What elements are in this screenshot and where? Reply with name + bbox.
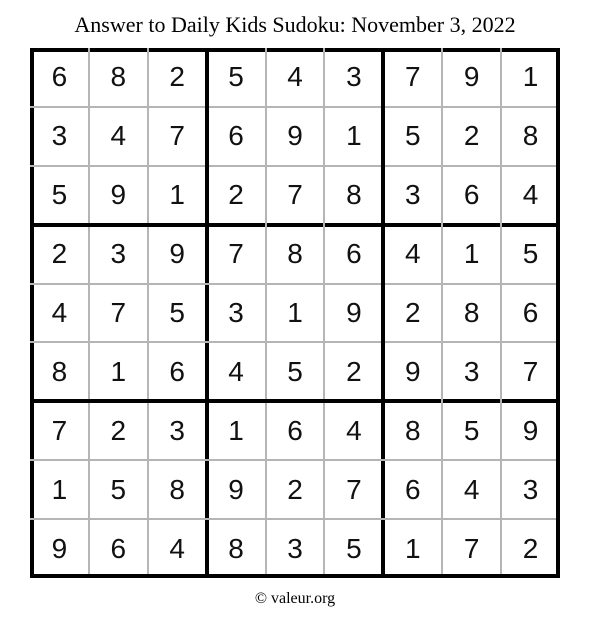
cell-border-vertical bbox=[500, 48, 502, 578]
sudoku-cell-r4-c8: 1 bbox=[463, 238, 480, 270]
sudoku-cell-r5-c8: 8 bbox=[463, 296, 480, 328]
cell-border-horizontal bbox=[30, 459, 560, 461]
sudoku-cell-r1-c8: 9 bbox=[463, 61, 480, 93]
sudoku-cell-r5-c3: 5 bbox=[169, 296, 185, 328]
sudoku-cell-r8-c2: 5 bbox=[110, 473, 127, 505]
sudoku-cell-r4-c5: 8 bbox=[287, 238, 303, 270]
sudoku-cell-r8-c6: 7 bbox=[346, 473, 362, 505]
cell-border-vertical bbox=[265, 48, 267, 578]
sudoku-cell-r7-c1: 7 bbox=[51, 414, 68, 446]
sudoku-cell-r2-c5: 9 bbox=[287, 120, 303, 152]
sudoku-cell-r9-c5: 3 bbox=[287, 532, 303, 564]
cell-border-horizontal bbox=[30, 283, 560, 285]
sudoku-cell-r9-c3: 4 bbox=[169, 532, 185, 564]
sudoku-cell-r2-c1: 3 bbox=[51, 120, 68, 152]
sudoku-cell-r6-c7: 9 bbox=[404, 355, 421, 387]
sudoku-cell-r6-c1: 8 bbox=[51, 355, 68, 387]
sudoku-cell-r7-c7: 8 bbox=[404, 414, 421, 446]
sudoku-cell-r4-c4: 7 bbox=[228, 238, 244, 270]
sudoku-cell-r4-c3: 9 bbox=[169, 238, 185, 270]
sudoku-cell-r8-c5: 2 bbox=[287, 473, 303, 505]
sudoku-cell-r8-c7: 6 bbox=[404, 473, 421, 505]
sudoku-cell-r9-c4: 8 bbox=[228, 532, 244, 564]
box-border-horizontal bbox=[30, 223, 560, 227]
sudoku-cell-r9-c8: 7 bbox=[463, 532, 480, 564]
sudoku-cell-r4-c7: 4 bbox=[404, 238, 421, 270]
sudoku-cell-r7-c6: 4 bbox=[346, 414, 362, 446]
sudoku-board bbox=[30, 48, 560, 578]
sudoku-cell-r2-c3: 7 bbox=[169, 120, 185, 152]
cell-border-horizontal bbox=[30, 518, 560, 520]
sudoku-cell-r7-c5: 6 bbox=[287, 414, 303, 446]
sudoku-cell-r9-c2: 6 bbox=[110, 532, 127, 564]
sudoku-cell-r9-c9: 2 bbox=[522, 532, 539, 564]
sudoku-cell-r3-c7: 3 bbox=[404, 179, 421, 211]
box-border-horizontal bbox=[30, 48, 560, 52]
sudoku-cell-r2-c4: 6 bbox=[228, 120, 244, 152]
sudoku-cell-r8-c9: 3 bbox=[522, 473, 539, 505]
sudoku-cell-r8-c8: 4 bbox=[463, 473, 480, 505]
sudoku-cell-r4-c1: 2 bbox=[51, 238, 68, 270]
sudoku-cell-r8-c1: 1 bbox=[51, 473, 68, 505]
sudoku-cell-r3-c9: 4 bbox=[522, 179, 539, 211]
sudoku-cell-r1-c2: 8 bbox=[110, 61, 127, 93]
sudoku-cell-r6-c2: 1 bbox=[110, 355, 127, 387]
cell-border-vertical bbox=[147, 48, 149, 578]
sudoku-cell-r7-c8: 5 bbox=[463, 414, 480, 446]
sudoku-cell-r7-c4: 1 bbox=[228, 414, 244, 446]
sudoku-cell-r6-c3: 6 bbox=[169, 355, 185, 387]
page-title: Answer to Daily Kids Sudoku: November 3, 2022 bbox=[74, 12, 516, 37]
sudoku-cell-r6-c5: 5 bbox=[287, 355, 303, 387]
sudoku-cell-r5-c4: 3 bbox=[228, 296, 244, 328]
sudoku-cell-r7-c2: 2 bbox=[110, 414, 127, 446]
sudoku-cell-r4-c6: 6 bbox=[346, 238, 362, 270]
sudoku-cell-r7-c9: 9 bbox=[522, 414, 539, 446]
sudoku-cell-r5-c1: 4 bbox=[51, 296, 68, 328]
sudoku-cell-r1-c7: 7 bbox=[404, 61, 421, 93]
box-border-horizontal bbox=[30, 574, 560, 578]
sudoku-cell-r8-c3: 8 bbox=[169, 473, 185, 505]
cell-border-horizontal bbox=[30, 106, 560, 108]
copyright-footer: © valeur.org bbox=[254, 590, 336, 607]
sudoku-cell-r5-c7: 2 bbox=[404, 296, 421, 328]
sudoku-cell-r9-c7: 1 bbox=[404, 532, 421, 564]
sudoku-cell-r7-c3: 3 bbox=[169, 414, 185, 446]
sudoku-cell-r3-c6: 8 bbox=[346, 179, 362, 211]
sudoku-cell-r9-c1: 9 bbox=[51, 532, 68, 564]
sudoku-cell-r8-c4: 9 bbox=[228, 473, 244, 505]
box-border-horizontal bbox=[30, 399, 560, 403]
sudoku-cell-r4-c9: 5 bbox=[522, 238, 539, 270]
box-border-vertical bbox=[205, 48, 209, 578]
sudoku-cell-r3-c2: 9 bbox=[110, 179, 127, 211]
cell-border-horizontal bbox=[30, 165, 560, 167]
sudoku-cell-r9-c6: 5 bbox=[346, 532, 362, 564]
box-border-vertical bbox=[556, 48, 560, 578]
sudoku-cell-r6-c4: 4 bbox=[228, 355, 244, 387]
cell-border-vertical bbox=[88, 48, 90, 578]
cell-border-vertical bbox=[441, 48, 443, 578]
sudoku-cell-r1-c4: 5 bbox=[228, 61, 244, 93]
sudoku-cell-r1-c6: 3 bbox=[346, 61, 362, 93]
sudoku-cell-r3-c4: 2 bbox=[228, 179, 244, 211]
box-border-vertical bbox=[381, 48, 385, 578]
sudoku-cell-r1-c9: 1 bbox=[522, 61, 539, 93]
sudoku-cell-r3-c5: 7 bbox=[287, 179, 303, 211]
sudoku-cell-r3-c8: 6 bbox=[463, 179, 480, 211]
sudoku-cell-r3-c1: 5 bbox=[51, 179, 68, 211]
sudoku-cell-r2-c2: 4 bbox=[110, 120, 127, 152]
sudoku-cell-r6-c6: 2 bbox=[346, 355, 362, 387]
sudoku-cell-r5-c6: 9 bbox=[346, 296, 362, 328]
sudoku-cell-r2-c8: 2 bbox=[463, 120, 480, 152]
box-border-vertical bbox=[30, 48, 34, 578]
sudoku-cell-r2-c9: 8 bbox=[522, 120, 539, 152]
cell-border-vertical bbox=[323, 48, 325, 578]
sudoku-cell-r1-c5: 4 bbox=[287, 61, 303, 93]
sudoku-cell-r1-c1: 6 bbox=[51, 61, 68, 93]
sudoku-cell-r6-c9: 7 bbox=[522, 355, 539, 387]
sudoku-cell-r6-c8: 3 bbox=[463, 355, 480, 387]
sudoku-cell-r5-c5: 1 bbox=[287, 296, 303, 328]
sudoku-cell-r5-c9: 6 bbox=[522, 296, 539, 328]
sudoku-cell-r4-c2: 3 bbox=[110, 238, 127, 270]
sudoku-cell-r2-c6: 1 bbox=[346, 120, 362, 152]
sudoku-cell-r2-c7: 5 bbox=[404, 120, 421, 152]
cell-border-horizontal bbox=[30, 341, 560, 343]
sudoku-cell-r1-c3: 2 bbox=[169, 61, 185, 93]
sudoku-cell-r3-c3: 1 bbox=[169, 179, 185, 211]
sudoku-cell-r5-c2: 7 bbox=[110, 296, 127, 328]
